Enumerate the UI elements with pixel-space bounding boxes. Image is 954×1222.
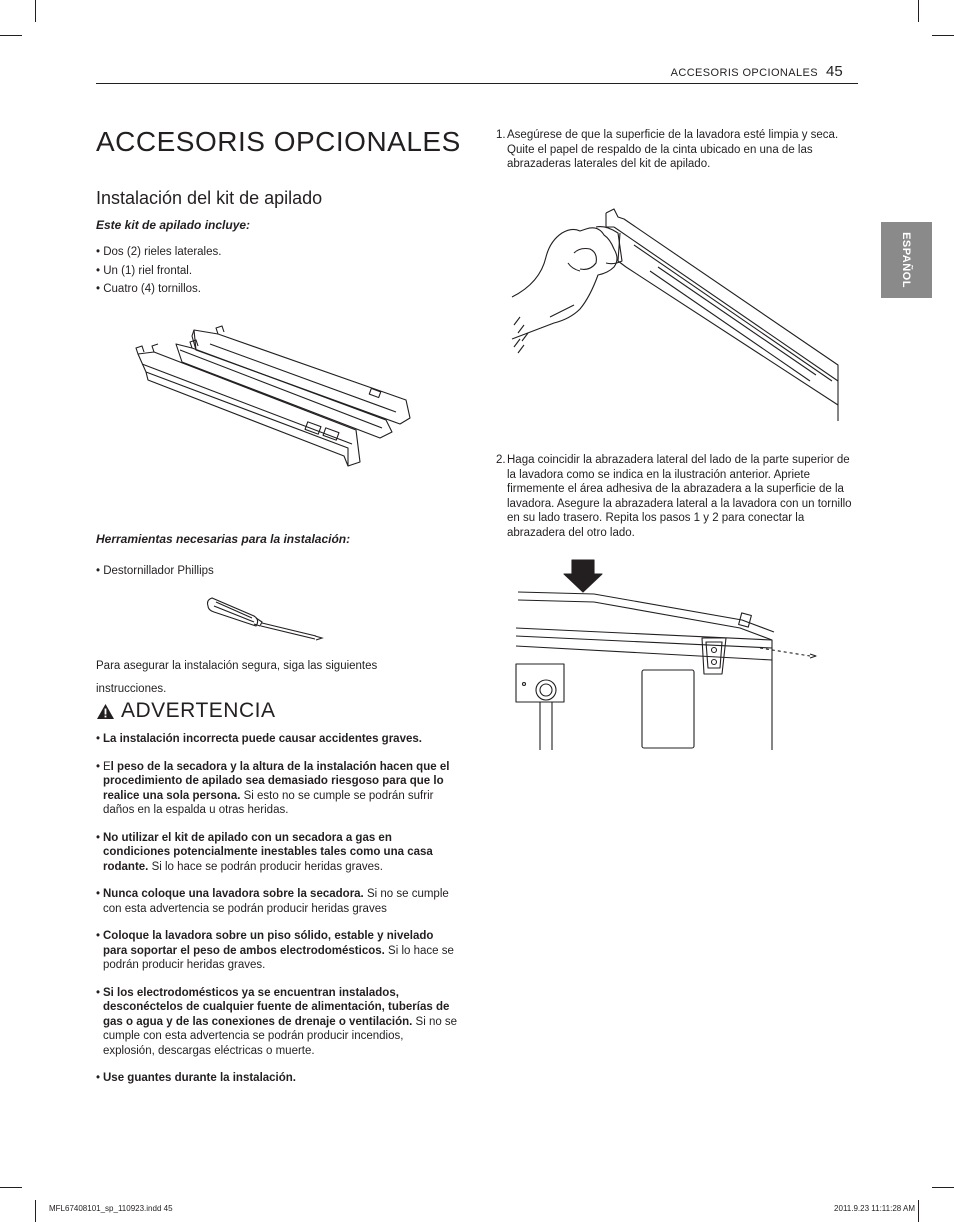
warning-item-bold: La instalación incorrecta puede causar accidentes graves.	[103, 733, 422, 745]
step-text: Asegúrese de que la superficie de la lavadora esté limpia y seca. Quite el papel de respaldo de la cinta ubicado en una de las abrazaderas laterales del kit de apilado.	[507, 129, 839, 170]
crop-mark	[35, 0, 36, 22]
footer-file: MFL67408101_sp_110923.indd 45	[49, 1204, 173, 1213]
list-item: • Un (1) riel frontal.	[96, 264, 193, 277]
warning-title: ADVERTENCIA	[121, 699, 276, 722]
language-tab-label: ESPAÑOL	[900, 232, 912, 288]
footer-timestamp: 2011.9.23 11:11:28 AM	[834, 1204, 915, 1213]
kit-contents-list	[96, 243, 221, 299]
warning-heading	[96, 698, 275, 724]
warning-item	[96, 887, 458, 916]
crop-mark	[0, 35, 22, 36]
crop-mark	[35, 1200, 36, 1222]
running-header: ACCESORIS OPCIONALES	[670, 67, 818, 79]
crop-mark	[932, 35, 954, 36]
warning-item-bold: l peso de la secadora y la altura de la instalación hacen que el procedimiento de apilado sea demasiado riesgoso para que lo realice una sola persona.	[103, 760, 450, 802]
tools-label: Herramientas necesarias para la instalación:	[96, 532, 351, 546]
stacking-kit-rails-illustration	[130, 320, 420, 470]
warning-item	[96, 732, 458, 747]
crop-mark	[918, 0, 919, 22]
warning-item-bold: Nunca coloque una lavadora sobre la secadora.	[103, 888, 364, 900]
attach-bracket-illustration	[514, 556, 824, 752]
warning-item-lead: E	[103, 760, 111, 773]
header-rule	[96, 83, 858, 84]
warning-item-text: Si lo hace se podrán producir heridas graves.	[103, 944, 454, 971]
step-number: 1.	[496, 129, 506, 141]
step-number: 2.	[496, 454, 506, 466]
step-2	[496, 453, 858, 540]
screwdriver-illustration	[204, 596, 326, 642]
warning-item-text: Si lo hace se podrán producir heridas graves.	[148, 860, 383, 873]
crop-mark	[918, 1200, 919, 1222]
warning-item	[96, 760, 458, 818]
warning-item	[96, 929, 458, 973]
list-item: • Dos (2) rieles laterales.	[96, 246, 222, 258]
warning-item-bold: Si los electrodomésticos ya se encuentran instalados, desconéctelos de cualquier fuente de alimentación, tuberías de gas o agua y de las conexiones de drenaje o ventilación.	[103, 986, 450, 1028]
page-number: 45	[826, 63, 843, 80]
warning-item-bold: Use guantes durante la instalación.	[103, 1072, 296, 1084]
step-1	[496, 128, 858, 172]
list-item: • Destornillador Phillips	[96, 565, 214, 577]
warning-item	[96, 1071, 458, 1086]
warning-list	[96, 732, 458, 1099]
warning-item-bold: Coloque la lavadora sobre un piso sólido, estable y nivelado para soportar el peso de ambos electrodomésticos.	[103, 930, 434, 957]
warning-item-text: Si no se cumple con esta advertencia se podrán producir heridas graves	[103, 888, 449, 915]
warning-triangle-icon	[96, 703, 115, 720]
list-item: • Cuatro (4) tornillos.	[96, 283, 202, 295]
warning-item-text: Si esto no se cumple se podrán sufrir daños en la espalda u otras heridas.	[103, 789, 434, 816]
kit-contents-label: Este kit de apilado incluye:	[96, 218, 251, 232]
section-title: Instalación del kit de apilado	[96, 188, 323, 208]
peel-backing-illustration	[510, 205, 840, 425]
intro-text: Para asegurar la instalación segura, siga las siguientes instrucciones.	[96, 660, 378, 695]
step-text: Haga coincidir la abrazadera lateral del lado de la parte superior de la lavadora como se indica en la ilustración anterior. Apriete firmemente el área adhesiva de la abrazadera a la superficie de la lavadora. Asegure la abrazadera lateral a la lavadora con un tornillo en su lado trasero. Repita los pasos 1 y 2 para conectar la abrazadera del otro lado.	[507, 454, 852, 539]
page-title: ACCESORIS OPCIONALES	[96, 126, 461, 157]
warning-item-text: Si no se cumple con esta advertencia se podrán producir incendios, explosión, descargas eléctricas o muerte.	[103, 1015, 458, 1057]
warning-item	[96, 831, 458, 875]
tools-list	[96, 562, 214, 581]
crop-mark	[0, 1187, 22, 1188]
warning-item	[96, 986, 458, 1059]
crop-mark	[932, 1187, 954, 1188]
warning-item-bold: No utilizar el kit de apilado con un secadora a gas en condiciones potencialmente inestables tales como una casa rodante.	[103, 831, 433, 873]
